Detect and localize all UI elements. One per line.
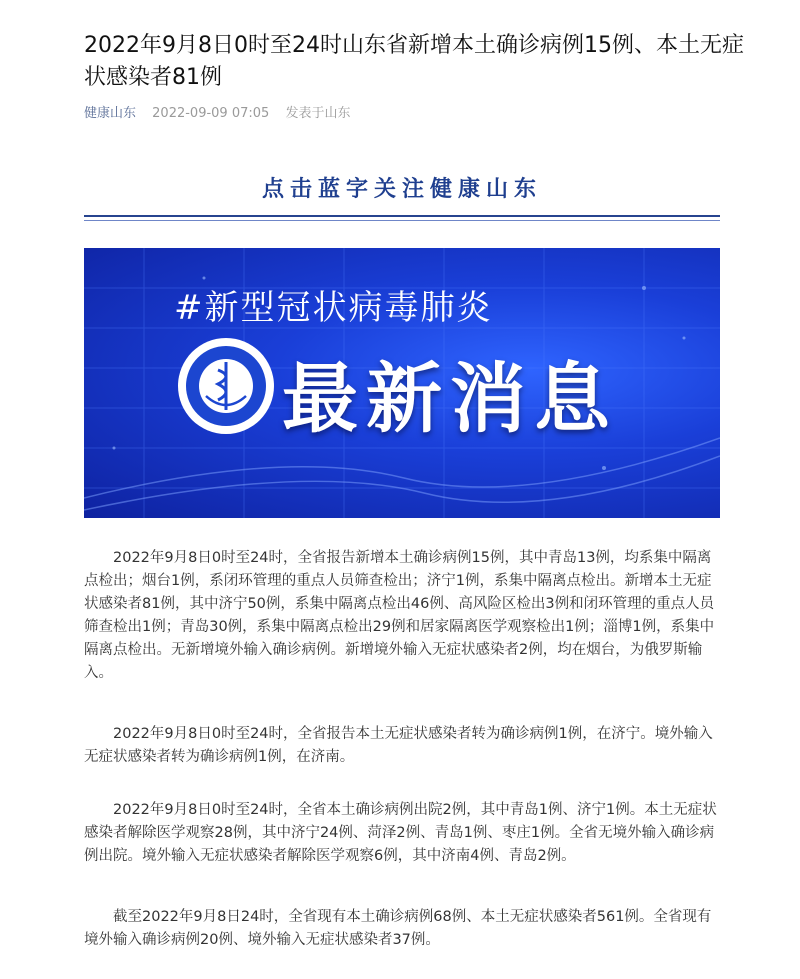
banner-hashtag: #新型冠状病毒肺炎	[174, 288, 493, 328]
publish-location: 发表于山东	[285, 106, 351, 121]
news-banner-image	[84, 248, 720, 518]
follow-divider	[84, 215, 720, 217]
paragraph-conversions: 2022年9月8日0时至24时，全省报告本土无症状感染者转为确诊病例1例，在济宁。境外输入无症状感染者转为确诊病例1例，在济南。	[84, 726, 713, 765]
follow-prompt[interactable]: 点击蓝字关注健康山东	[261, 177, 542, 202]
follow-divider-thin	[84, 220, 720, 221]
article-title: 2022年9月8日0时至24时山东省新增本土确诊病例15例、本土无症状感染者81例	[84, 33, 744, 90]
paragraph-current-totals: 截至2022年9月8日24时，全省现有本土确诊病例68例、本土无症状感染者561例。全省现有境外输入确诊病例20例、境外输入无症状感染者37例。	[84, 909, 712, 948]
account-name-link[interactable]: 健康山东	[84, 106, 137, 121]
paragraph-discharges: 2022年9月8日0时至24时，全省本土确诊病例出院2例，其中青岛1例、济宁1例。本土无症状感染者解除医学观察28例，其中济宁24例、菏泽2例、青岛1例、枣庄1例。全省无境外输入确诊病例出院。境外输入无症状感染者解除医学观察6例，其中济南4例、青岛2例。	[84, 802, 717, 864]
publish-date: 2022-09-09 07:05	[152, 106, 270, 121]
article-meta	[84, 102, 350, 121]
paragraph-new-cases: 2022年9月8日0时至24时，全省报告新增本土确诊病例15例，其中青岛13例，均系集中隔离点检出；烟台1例，系闭环管理的重点人员筛查检出；济宁1例，系集中隔离点检出。新增本土无症状感染者81例，其中济宁50例，系集中隔离点检出46例、高风险区检出3例和闭环管理的重点人员筛查检出1例；青岛30例，系集中隔离点检出29例和居家隔离医学观察检出1例；淄博1例，系集中隔离点检出。无新增境外输入确诊病例。新增境外输入无症状感染者2例，均在烟台，为俄罗斯输入。	[84, 550, 715, 681]
banner-headline: 最新消息	[282, 354, 618, 443]
health-commission-emblem-icon	[176, 336, 276, 436]
